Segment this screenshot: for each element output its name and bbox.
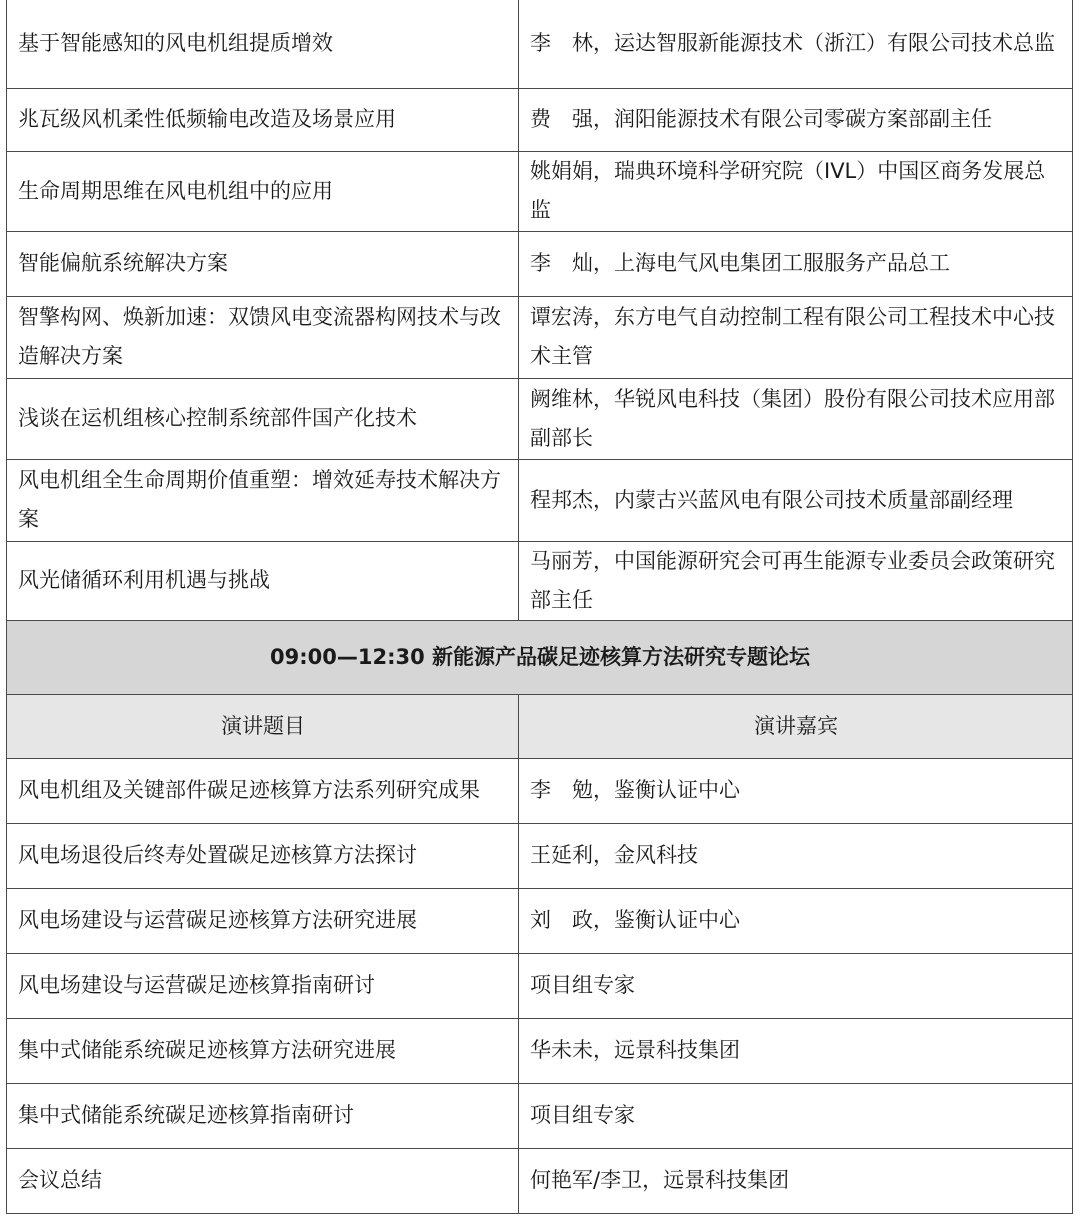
talk-topic: 集中式储能系统碳足迹核算指南研讨 xyxy=(7,1083,519,1148)
speaker-column-header: 演讲嘉宾 xyxy=(519,694,1073,758)
talk-speaker: 华未未，远景科技集团 xyxy=(519,1018,1073,1083)
agenda-row xyxy=(7,823,1073,888)
session-header-row xyxy=(7,620,1073,694)
agenda-row xyxy=(7,378,1073,459)
agenda-row xyxy=(7,758,1073,823)
agenda-row xyxy=(7,953,1073,1018)
talk-topic: 风电场退役后终寿处置碳足迹核算方法探讨 xyxy=(7,823,519,888)
talk-topic: 风电机组全生命周期价值重塑：增效延寿技术解决方案 xyxy=(7,459,519,541)
agenda-row xyxy=(7,1148,1073,1213)
talk-speaker: 项目组专家 xyxy=(519,953,1073,1018)
talk-topic: 智擎构网、焕新加速：双馈风电变流器构网技术与改造解决方案 xyxy=(7,296,519,378)
talk-speaker: 项目组专家 xyxy=(519,1083,1073,1148)
talk-speaker: 程邦杰，内蒙古兴蓝风电有限公司技术质量部副经理 xyxy=(519,459,1073,541)
agenda-row xyxy=(7,296,1073,378)
talk-speaker: 阙维林，华锐风电科技（集团）股份有限公司技术应用部副部长 xyxy=(519,378,1073,459)
talk-topic: 风电场建设与运营碳足迹核算指南研讨 xyxy=(7,953,519,1018)
column-header-row xyxy=(7,694,1073,758)
talk-speaker: 李 勉，鉴衡认证中心 xyxy=(519,758,1073,823)
agenda-row xyxy=(7,541,1073,620)
talk-topic: 浅谈在运机组核心控制系统部件国产化技术 xyxy=(7,378,519,459)
talk-topic: 智能偏航系统解决方案 xyxy=(7,231,519,296)
agenda-row xyxy=(7,459,1073,541)
talk-topic: 会议总结 xyxy=(7,1148,519,1213)
talk-speaker: 马丽芳，中国能源研究会可再生能源专业委员会政策研究部主任 xyxy=(519,541,1073,620)
agenda-table xyxy=(6,0,1073,1214)
talk-speaker: 王延利，金风科技 xyxy=(519,823,1073,888)
talk-topic: 兆瓦级风机柔性低频输电改造及场景应用 xyxy=(7,88,519,151)
talk-speaker: 李 灿，上海电气风电集团工服服务产品总工 xyxy=(519,231,1073,296)
talk-speaker: 何艳军/李卫，远景科技集团 xyxy=(519,1148,1073,1213)
talk-topic: 风电机组及关键部件碳足迹核算方法系列研究成果 xyxy=(7,758,519,823)
agenda-row xyxy=(7,151,1073,231)
talk-topic: 风电场建设与运营碳足迹核算方法研究进展 xyxy=(7,888,519,953)
talk-topic: 基于智能感知的风电机组提质增效 xyxy=(7,0,519,88)
agenda-row xyxy=(7,88,1073,151)
agenda-row xyxy=(7,1083,1073,1148)
talk-speaker: 费 强，润阳能源技术有限公司零碳方案部副主任 xyxy=(519,88,1073,151)
talk-topic: 生命周期思维在风电机组中的应用 xyxy=(7,151,519,231)
agenda-row xyxy=(7,1018,1073,1083)
talk-speaker: 谭宏涛，东方电气自动控制工程有限公司工程技术中心技术主管 xyxy=(519,296,1073,378)
talk-topic: 风光储循环利用机遇与挑战 xyxy=(7,541,519,620)
talk-speaker: 刘 政，鉴衡认证中心 xyxy=(519,888,1073,953)
talk-topic: 集中式储能系统碳足迹核算方法研究进展 xyxy=(7,1018,519,1083)
talk-speaker: 姚娟娟，瑞典环境科学研究院（IVL）中国区商务发展总监 xyxy=(519,151,1073,231)
session-title: 09:00—12:30 新能源产品碳足迹核算方法研究专题论坛 xyxy=(7,620,1073,694)
talk-speaker: 李 林，运达智服新能源技术（浙江）有限公司技术总监 xyxy=(519,0,1073,88)
agenda-row xyxy=(7,0,1073,88)
agenda-row xyxy=(7,231,1073,296)
topic-column-header: 演讲题目 xyxy=(7,694,519,758)
agenda-row xyxy=(7,888,1073,953)
